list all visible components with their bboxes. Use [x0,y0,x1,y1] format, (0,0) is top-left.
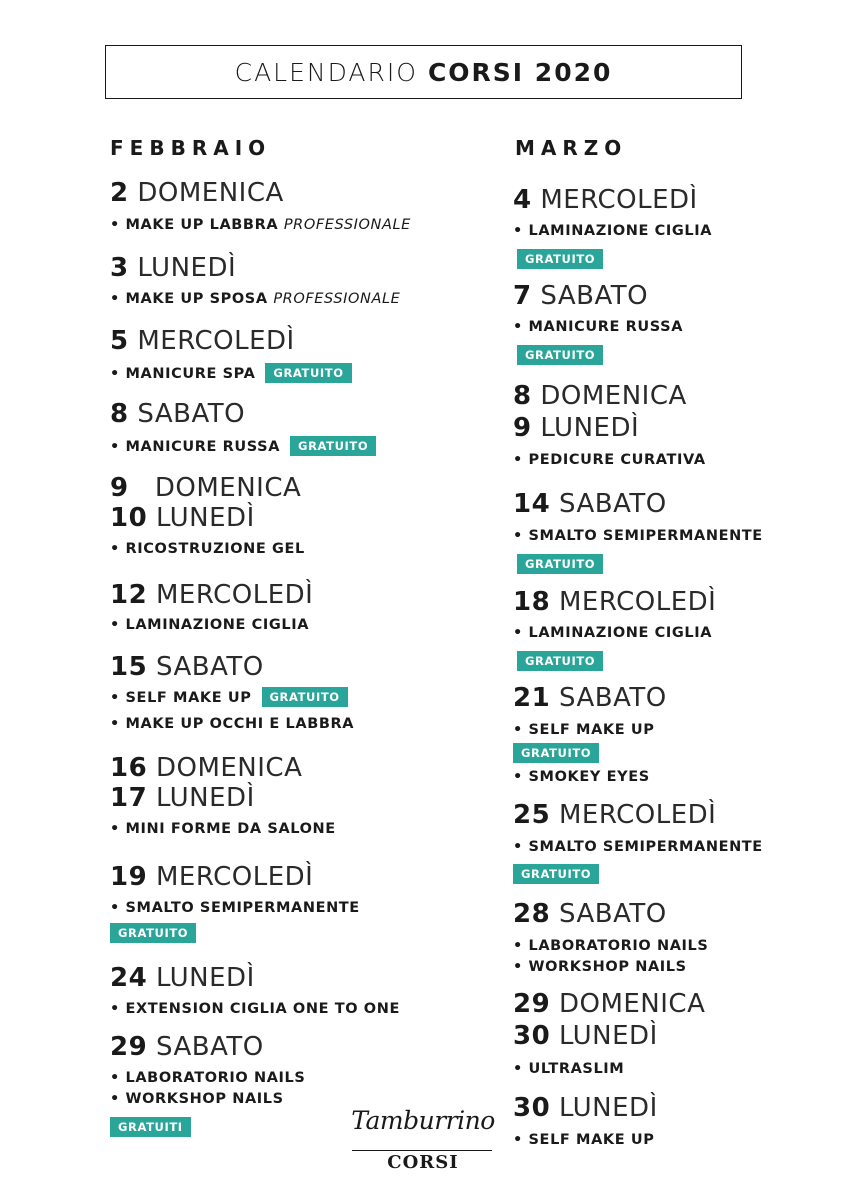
day-num: 15 [110,652,148,682]
page-title [105,45,742,99]
day-num: 29 [513,989,551,1019]
day-name: LUNEDÌ [558,1021,658,1051]
day-num: 16 [110,753,148,783]
day-heading [110,253,236,283]
day-num: 17 [110,783,148,813]
day-name: LUNEDÌ [558,1093,658,1123]
gratuito-badge-wrap [513,742,599,763]
day-name: MERCOLEDÌ [155,580,314,610]
day-name: MERCOLEDÌ [558,587,717,617]
course-text: • SELF MAKE UP [110,690,252,706]
gratuito-badge-wrap [517,553,603,574]
day-num: 9 [110,473,129,503]
day-name: SABATO [558,489,667,519]
title-bold: CORSI 2020 [427,57,613,87]
day-num: 21 [513,683,551,713]
day-heading [110,399,245,429]
gratuito-badge: GRATUITO [517,345,603,365]
day-name: MERCOLEDÌ [540,185,698,215]
day-heading [513,683,667,713]
day-name: SABATO [558,683,667,713]
course-italic: PROFESSIONALE [273,291,401,307]
day-heading [513,381,687,411]
day-name: LUNEDÌ [540,413,640,443]
day-num: 30 [513,1093,551,1123]
day-heading [513,281,648,311]
day-heading [110,178,284,208]
day-name: SABATO [540,281,649,311]
day-name: SABATO [558,899,667,929]
course-item: • WORKSHOP NAILS [513,959,687,975]
day-heading [513,1021,658,1051]
course-item: • LAMINAZIONE CIGLIA [513,625,713,641]
logo-sub: CORSI [387,1152,459,1173]
day-num: 8 [110,399,129,429]
course-item: • ULTRASLIM [513,1061,625,1077]
day-heading [513,489,667,519]
day-heading [513,185,698,215]
day-num: 30 [513,1021,551,1051]
gratuito-badge: GRATUITO [513,743,599,763]
day-name: DOMENICA [137,178,284,208]
course-item [110,289,400,309]
day-num: 14 [513,489,551,519]
course-item: • MAKE UP OCCHI E LABBRA [110,716,355,732]
day-num: 18 [513,587,551,617]
gratuiti-badge: GRATUITI [110,1117,191,1137]
month-febbraio: FEBBRAIO [110,136,272,160]
day-name: SABATO [137,399,246,429]
day-name: SABATO [155,652,264,682]
gratuito-badge-wrap [110,922,196,943]
day-heading [513,413,639,443]
day-heading [513,1093,658,1123]
gratuito-badge-wrap [517,248,603,269]
day-num: 8 [513,381,532,411]
gratuiti-badge-wrap [110,1116,191,1137]
day-num: 7 [513,281,532,311]
course-item: • LAMINAZIONE CIGLIA [513,223,713,239]
day-name: SABATO [155,1032,264,1062]
course-item: • LAMINAZIONE CIGLIA [110,617,310,633]
day-heading [110,783,255,813]
day-heading [513,899,667,929]
gratuito-badge: GRATUITO [513,864,599,884]
day-heading [513,587,716,617]
day-name: LUNEDÌ [155,963,255,993]
day-name: MERCOLEDÌ [137,326,295,356]
day-name: LUNEDÌ [155,783,255,813]
day-num: 9 [513,413,532,443]
day-heading [110,753,302,783]
day-name: DOMENICA [558,989,706,1019]
course-item: • SELF MAKE UP [513,722,655,738]
gratuito-badge-wrap [517,650,603,671]
gratuito-badge: GRATUITO [517,249,603,269]
course-item: • WORKSHOP NAILS [110,1091,284,1107]
day-heading [110,1032,264,1062]
course-item: • SELF MAKE UP [513,1132,655,1148]
course-item: • MINI FORME DA SALONE [110,821,336,837]
gratuito-badge: GRATUITO [110,923,196,943]
day-num: 19 [110,862,148,892]
day-heading [110,473,301,503]
day-heading [513,989,705,1019]
day-num: 3 [110,253,129,283]
logo-divider [352,1150,492,1151]
day-heading [110,326,295,356]
day-num: 10 [110,503,148,533]
course-item: • MANICURE RUSSA [513,319,684,335]
gratuito-badge: GRATUITO [265,363,351,383]
day-num: 29 [110,1032,148,1062]
title-light: CALENDARIO [234,57,418,87]
gratuito-badge: GRATUITO [262,687,348,707]
gratuito-badge: GRATUITO [517,651,603,671]
day-name: DOMENICA [155,753,303,783]
day-num: 12 [110,580,148,610]
course-item: • SMOKEY EYES [513,769,650,785]
gratuito-badge: GRATUITO [290,436,376,456]
day-num: 28 [513,899,551,929]
day-heading [110,963,255,993]
course-item [110,363,352,384]
gratuito-badge-wrap [513,863,599,884]
day-name: MERCOLEDÌ [155,862,314,892]
day-name: MERCOLEDÌ [558,800,717,830]
tamburrino-logo [348,1106,498,1178]
day-name: DOMENICA [540,381,687,411]
course-item: • SMALTO SEMIPERMANENTE [513,528,763,544]
course-item [110,215,411,235]
day-heading [513,800,716,830]
course-text: • MANICURE RUSSA [110,439,281,455]
course-italic: PROFESSIONALE [283,217,411,233]
course-text: • MAKE UP LABBRA [110,217,284,233]
day-name: LUNEDÌ [137,253,237,283]
day-heading [110,503,255,533]
day-name: DOMENICA [154,473,302,503]
course-item: • RICOSTRUZIONE GEL [110,541,305,557]
course-item: • LABORATORIO NAILS [110,1070,306,1086]
course-item: • SMALTO SEMIPERMANENTE [513,839,763,855]
course-item: • PEDICURE CURATIVA [513,452,706,468]
day-num: 24 [110,963,148,993]
gratuito-badge: GRATUITO [517,554,603,574]
month-marzo: MARZO [515,136,628,160]
course-item: • EXTENSION CIGLIA ONE TO ONE [110,1001,400,1017]
day-heading [110,580,313,610]
course-text: • MANICURE SPA [110,366,256,382]
day-heading [110,862,313,892]
gratuito-badge-wrap [517,344,603,365]
day-num: 5 [110,326,129,356]
course-item: • LABORATORIO NAILS [513,938,709,954]
course-text: • MAKE UP SPOSA [110,291,274,307]
day-num: 2 [110,178,129,208]
day-name: LUNEDÌ [155,503,255,533]
logo-script: Tamburrino [351,1106,495,1135]
course-item [110,436,376,457]
course-item: • SMALTO SEMIPERMANENTE [110,900,360,916]
day-heading [110,652,264,682]
course-item [110,687,348,708]
day-num: 4 [513,185,532,215]
day-num: 25 [513,800,551,830]
